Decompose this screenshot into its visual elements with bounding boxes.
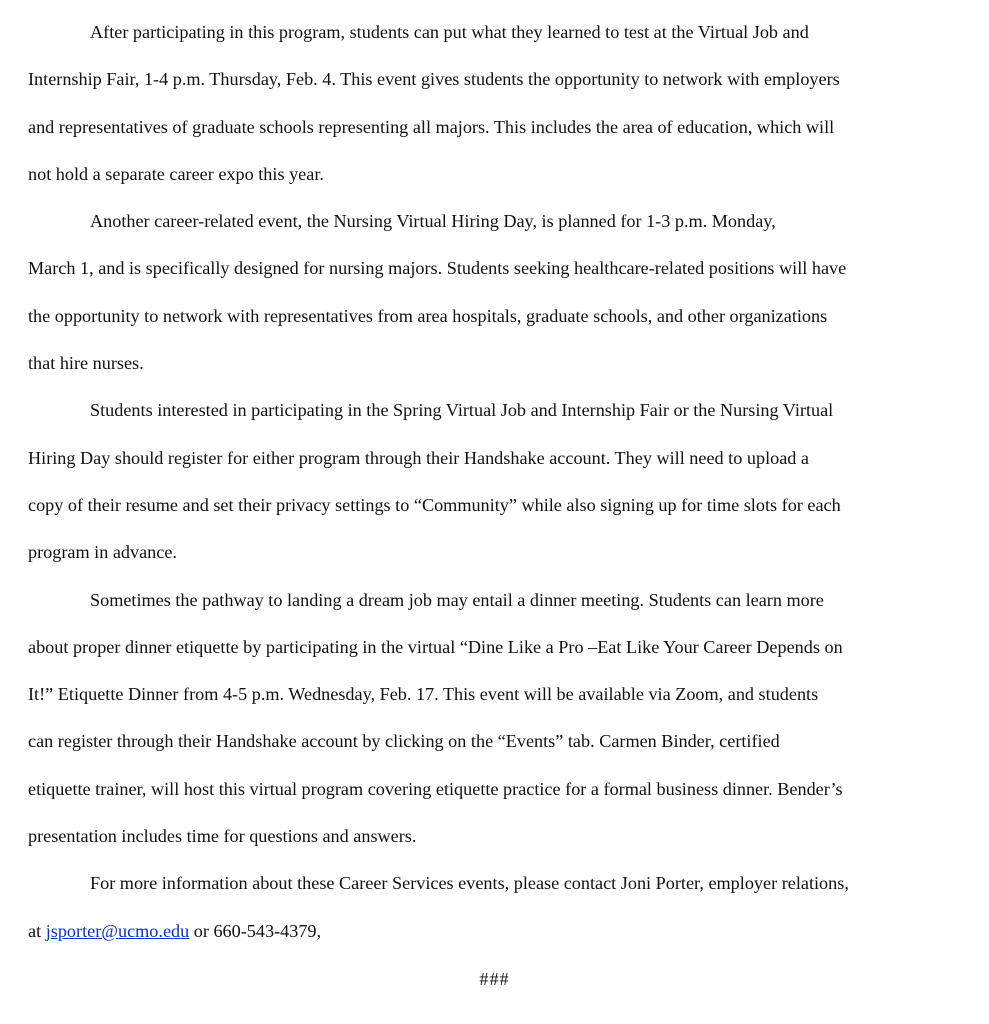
contact-prefix: at [28,920,46,941]
text-line: Students interested in participating in the Spring Virtual Job and Internship Fair or the Nursing Virtual [90,400,834,421]
document-body [28,9,963,955]
paragraph-etiquette-dinner [28,577,963,861]
text-line: copy of their resume and set their privacy settings to “Community” while also signing up for time slots for each [28,494,841,515]
email-link[interactable]: jsporter@ucmo.edu [45,920,190,941]
text-line: Internship Fair, 1-4 p.m. Thursday, Feb. 4. This event gives students the opportunity to network with employers [28,69,840,90]
text-line: After participating in this program, students can put what they learned to test at the Virtual Job and [90,22,809,42]
paragraph-nursing-hiring-day [28,198,963,387]
text-line: and representatives of graduate schools representing all majors. This includes the area of education, which will [28,116,835,137]
text-line: about proper dinner etiquette by participating in the virtual “Dine Like a Pro –Eat Like Your Career Depends on [28,636,843,657]
text-line: Hiring Day should register for either program through their Handshake account. They will need to upload a [28,447,809,468]
end-of-release-mark: ### [479,969,510,989]
text-line: Sometimes the pathway to landing a dream job may entail a dinner meeting. Students can learn more [90,589,824,610]
text-line: that hire nurses. [28,353,144,374]
text-line: Another career-related event, the Nursing Virtual Hiring Day, is planned for 1-3 p.m. Monday, [90,211,776,232]
text-line: For more information about these Career Services events, please contact Joni Porter, employer relations, [90,873,849,894]
paragraph-contact-info [28,860,963,955]
text-line: the opportunity to network with representatives from area hospitals, graduate schools, and other organizations [28,305,828,326]
text-line: not hold a separate career expo this year. [28,163,324,184]
paragraph-registration [28,387,963,576]
contact-phone: or 660-543-4379, [189,920,322,941]
contact-line [28,908,963,955]
text-line: presentation includes time for questions and answers. [28,826,417,847]
text-line: program in advance. [28,542,177,563]
text-line: etiquette trainer, will host this virtual program covering etiquette practice for a formal business dinner. Bender’s [28,778,843,799]
paragraph-virtual-job-fair [28,9,963,198]
text-line: can register through their Handshake account by clicking on the “Events” tab. Carmen Binder, certified [28,731,780,752]
text-line: March 1, and is specifically designed for nursing majors. Students seeking healthcare-related positions will have [28,258,847,279]
text-line: It!” Etiquette Dinner from 4-5 p.m. Wednesday, Feb. 17. This event will be available via Zoom, and students [28,684,819,705]
